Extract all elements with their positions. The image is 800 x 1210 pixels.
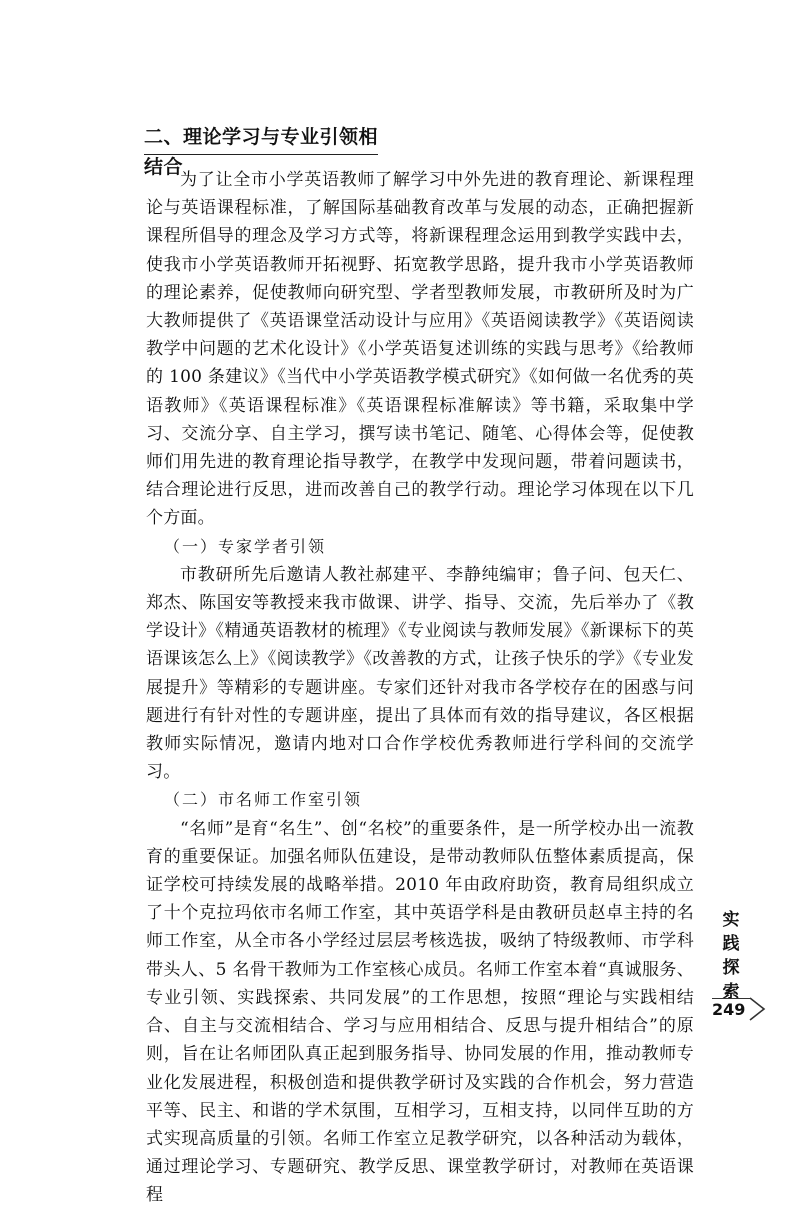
paragraph-expert-guidance: 市教研所先后邀请人教社郝建平、李静纯编审；鲁子问、包天仁、郑杰、陈国安等教授来我市做课、讲学、指导、交流，先后举办了《教学设计》《精通英语教材的梳理》《专业阅读与教师发展》《新课标下的英语课该怎么上》《阅读教学》《改善教的方式，让孩子快乐的学》《专业发展提升》等精彩的专题讲座。专家们还针对我市各学校存在的困惑与问题进行有针对性的专题讲座，提出了具体而有效的指导建议，各区根据教师实际情况，邀请内地对口合作学校优秀教师进行学科间的交流学习。 <box>146 564 694 783</box>
margin-section-tab <box>716 908 746 1004</box>
chevron-right-icon <box>746 996 770 1022</box>
page-number-rule <box>712 998 750 999</box>
page-number-block <box>712 996 772 1024</box>
margin-tab-char: 索 <box>722 982 740 1002</box>
paragraph-intro: 为了让全市小学英语教师了解学习中外先进的教育理论、新课程理论与英语课程标准，了解国际基础教育改革与发展的动态，正确把握新课程所倡导的理念及学习方式等，将新课程理念运用到教学实践中去，使我市小学英语教师开拓视野、拓宽教学思路，提升我市小学英语教师的理论素养，促使教师向研究型、学者型教师发展，市教研所及时为广大教师提供了《英语课堂活动设计与应用》《英语阅读教学》《英语阅读教学中问题的艺术化设计》《小学英语复述训练的实践与思考》《给教师的 100 条建议》《当代中小学英语教学模式研究》《如何做一名优秀的英语教师》《英语课程标准》《英语课程标准解读》等书籍，采取集中学习、交流分享、自主学习，撰写读书笔记、随笔、心得体会等，促使教师们用先进的教育理论指导教学，在教学中发现问题，带着问题读书，结合理论进行反思，进而改善自己的教学行动。理论学习体现在以下几个方面。 <box>146 170 694 529</box>
subheading-master-teacher-studio: （二）市名师工作室引领 <box>164 790 363 810</box>
page-number: 249 <box>712 1000 746 1019</box>
margin-tab-char: 实 <box>722 910 740 930</box>
section-heading: 二、理论学习与专业引领相结合 <box>144 126 379 178</box>
margin-tab-char: 探 <box>722 958 740 978</box>
margin-tab-char: 践 <box>722 934 740 954</box>
subheading-expert-guidance: （一）专家学者引领 <box>164 536 327 556</box>
margin-tab-title <box>716 908 746 1004</box>
section-heading-underline <box>144 154 378 155</box>
paragraph-master-teacher-studio: “名师”是育“名生”、创“名校”的重要条件，是一所学校办出一流教育的重要保证。加强名师队伍建设，是带动教师队伍整体素质提高，保证学校可持续发展的战略举措。2010 年由政府助资，教育局组织成立了十个克拉玛依市名师工作室，其中英语学科是由教研员赵卓主持的名师工作室，从全市各小学经过层层考核选拔，吸纳了特级教师、市学科带头人、5 名骨干教师为工作室核心成员。名师工作室本着“真诚服务、专业引领、实践探索、共同发展”的工作思想，按照“理论与实践相结合、自主与交流相结合、学习与应用相结合、反思与提升相结合”的原则，旨在让名师团队真正起到服务指导、协同发展的作用，推动教师专业化发展进程，积极创造和提供教学研讨及实践的合作机会，努力营造平等、民主、和谐的学术氛围，互相学习，互相支持，以同伴互助的方式实现高质量的引领。名师工作室立足教学研究，以各种活动为载体，通过理论学习、专题研究、教学反思、课堂教学研讨，对教师在英语课程 <box>146 818 694 1206</box>
body-text <box>146 166 694 1210</box>
